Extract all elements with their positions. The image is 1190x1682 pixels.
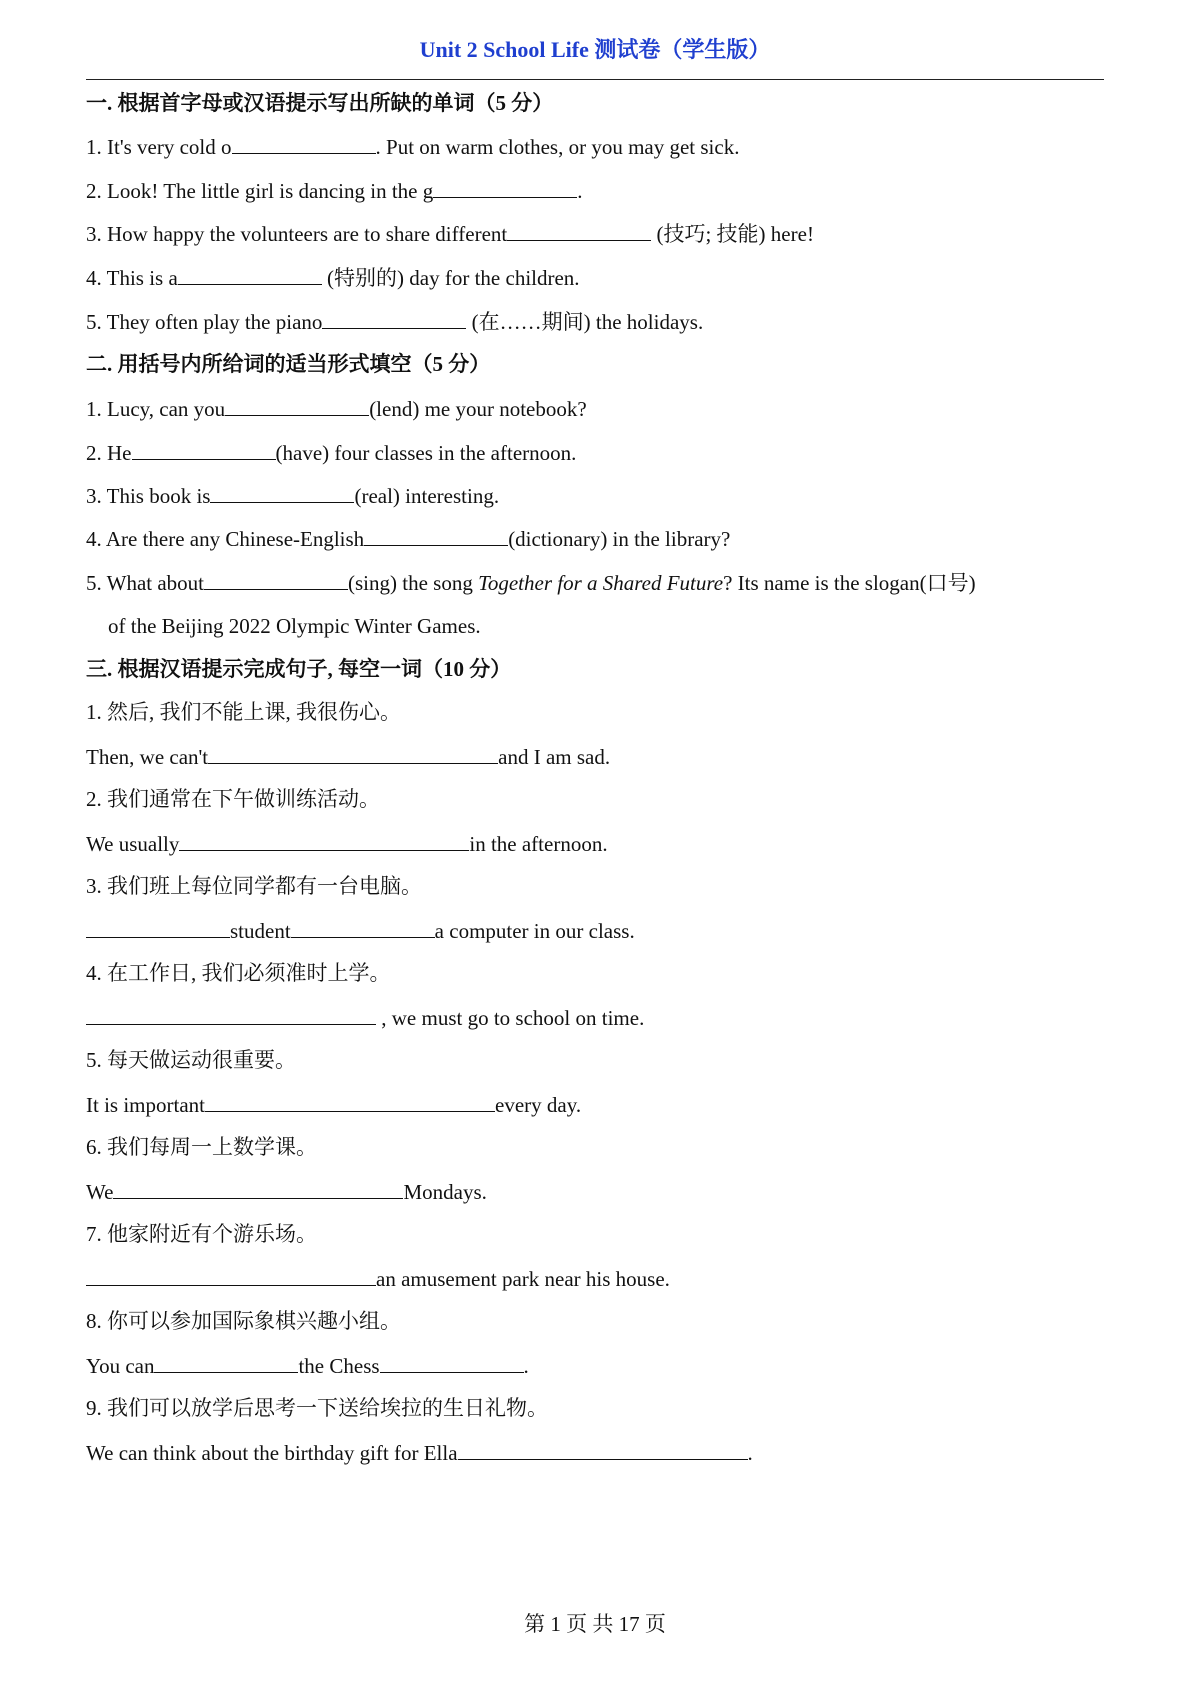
s2q3-text-b: (real) interesting. <box>354 484 500 508</box>
s2q1-text-b: (lend) me your notebook? <box>369 397 587 421</box>
s3q1-text-a: Then, we can't <box>86 745 209 769</box>
s1-question-1 <box>86 131 739 162</box>
s2q5-text-c: ? Its name is the slogan(口号) <box>723 571 976 595</box>
s3q9-text-a: We can think about the birthday gift for Ella <box>86 1441 458 1465</box>
s1q3-text-a: 3. How happy the volunteers are to share different <box>86 222 508 246</box>
s2-question-5-continued: of the Beijing 2022 Olympic Winter Games. <box>108 614 481 638</box>
s3q4-blank[interactable] <box>86 1002 376 1025</box>
s3q3-chinese: 3. 我们班上每位同学都有一台电脑。 <box>86 874 422 898</box>
s3q7-blank[interactable] <box>86 1263 376 1286</box>
s3q2-chinese: 2. 我们通常在下午做训练活动。 <box>86 787 380 811</box>
s1q5-text-a: 5. They often play the piano <box>86 310 323 334</box>
s3q6-text-b: Mondays. <box>403 1180 487 1204</box>
s1-question-3 <box>86 218 814 249</box>
header-divider <box>86 79 1104 80</box>
s1q2-blank[interactable] <box>433 175 577 198</box>
s1q1-blank[interactable] <box>232 131 376 154</box>
s3q3-blank-1[interactable] <box>86 915 230 938</box>
s3q3-text-a: student <box>230 919 291 943</box>
s2q4-text-a: 4. Are there any Chinese-English <box>86 527 365 551</box>
s1q4-text-a: 4. This is a <box>86 266 178 290</box>
s3q4-chinese: 4. 在工作日, 我们必须准时上学。 <box>86 961 391 985</box>
s2q5-blank[interactable] <box>204 567 348 590</box>
s1q5-blank[interactable] <box>322 306 466 329</box>
section-3-heading: 三. 根据汉语提示完成句子, 每空一词（10 分） <box>86 657 512 681</box>
s2q2-text-b: (have) four classes in the afternoon. <box>275 441 577 465</box>
s3q2-text-a: We usually <box>86 832 180 856</box>
s3-question-5 <box>86 1089 581 1120</box>
s3q8-text-c: . <box>523 1354 529 1378</box>
s3-question-3 <box>86 915 635 946</box>
s2q3-blank[interactable] <box>210 480 354 503</box>
s2q5-song-title: Together for a Shared Future <box>478 571 724 595</box>
s2-question-4 <box>86 523 730 554</box>
s3q5-chinese: 5. 每天做运动很重要。 <box>86 1048 296 1072</box>
s1q5-text-b: (在……期间) the holidays. <box>466 310 704 334</box>
s3q8-blank-2[interactable] <box>380 1350 524 1373</box>
s3q7-text-a: an amusement park near his house. <box>376 1267 670 1291</box>
s2q2-blank[interactable] <box>132 437 276 460</box>
s2q3-text-a: 3. This book is <box>86 484 211 508</box>
section-1-heading: 一. 根据首字母或汉语提示写出所缺的单词（5 分） <box>86 91 554 115</box>
s3q1-blank[interactable] <box>208 741 498 764</box>
s1q3-blank[interactable] <box>507 218 651 241</box>
s3q9-blank[interactable] <box>458 1437 748 1460</box>
s3q8-text-a: You can <box>86 1354 155 1378</box>
s2q2-text-a: 2. He <box>86 441 132 465</box>
s3-question-2 <box>86 828 608 859</box>
s3q8-text-b: the Chess <box>298 1354 380 1378</box>
s1q4-text-b: (特别的) day for the children. <box>321 266 580 290</box>
s3-question-9 <box>86 1437 753 1468</box>
s3-question-1 <box>86 741 610 772</box>
s3-question-8 <box>86 1350 529 1381</box>
s2-question-5 <box>86 567 976 598</box>
s1q1-text-b: . Put on warm clothes, or you may get sick. <box>375 135 740 159</box>
s3q6-text-a: We <box>86 1180 114 1204</box>
s3-question-4 <box>86 1002 644 1033</box>
s2-question-2 <box>86 437 576 468</box>
s3q5-blank[interactable] <box>205 1089 495 1112</box>
s3q2-blank[interactable] <box>179 828 469 851</box>
s2-question-1 <box>86 393 587 424</box>
s1-question-2 <box>86 175 582 206</box>
s3q2-text-b: in the afternoon. <box>469 832 608 856</box>
s1q3-text-b: (技巧; 技能) here! <box>651 222 814 246</box>
s2q1-text-a: 1. Lucy, can you <box>86 397 226 421</box>
s2q4-blank[interactable] <box>364 523 508 546</box>
s3q4-text-a: , we must go to school on time. <box>376 1006 645 1030</box>
s1-question-5 <box>86 306 703 337</box>
s3q9-text-b: . <box>747 1441 753 1465</box>
s3q8-chinese: 8. 你可以参加国际象棋兴趣小组。 <box>86 1309 401 1333</box>
s3q7-chinese: 7. 他家附近有个游乐场。 <box>86 1222 317 1246</box>
s3q8-blank-1[interactable] <box>154 1350 298 1373</box>
s1-question-4 <box>86 262 580 293</box>
section-2-heading: 二. 用括号内所给词的适当形式填空（5 分） <box>86 352 491 376</box>
s3q1-text-b: and I am sad. <box>498 745 611 769</box>
s1q4-blank[interactable] <box>178 262 322 285</box>
s2-question-3 <box>86 480 499 511</box>
s1q2-text-b: . <box>577 179 583 203</box>
s2q1-blank[interactable] <box>225 393 369 416</box>
s3q5-text-a: It is important <box>86 1093 205 1117</box>
s1q2-text-a: 2. Look! The little girl is dancing in the g <box>86 179 434 203</box>
s3q5-text-b: every day. <box>495 1093 582 1117</box>
s3q3-blank-2[interactable] <box>291 915 435 938</box>
s3q6-chinese: 6. 我们每周一上数学课。 <box>86 1135 317 1159</box>
s3q6-blank[interactable] <box>113 1176 403 1199</box>
s3q3-text-b: a computer in our class. <box>434 919 635 943</box>
page-footer: 第 1 页 共 17 页 <box>524 1612 666 1636</box>
s1q1-text-a: 1. It's very cold o <box>86 135 232 159</box>
s3-question-6 <box>86 1176 487 1207</box>
s2q5-text-b: (sing) the song <box>348 571 479 595</box>
s3q1-chinese: 1. 然后, 我们不能上课, 我很伤心。 <box>86 700 401 724</box>
document-title: Unit 2 School Life 测试卷（学生版） <box>419 37 771 62</box>
s2q4-text-b: (dictionary) in the library? <box>508 527 731 551</box>
s2q5-text-a: 5. What about <box>86 571 205 595</box>
s3-question-7 <box>86 1263 670 1294</box>
s3q9-chinese: 9. 我们可以放学后思考一下送给埃拉的生日礼物。 <box>86 1396 548 1420</box>
